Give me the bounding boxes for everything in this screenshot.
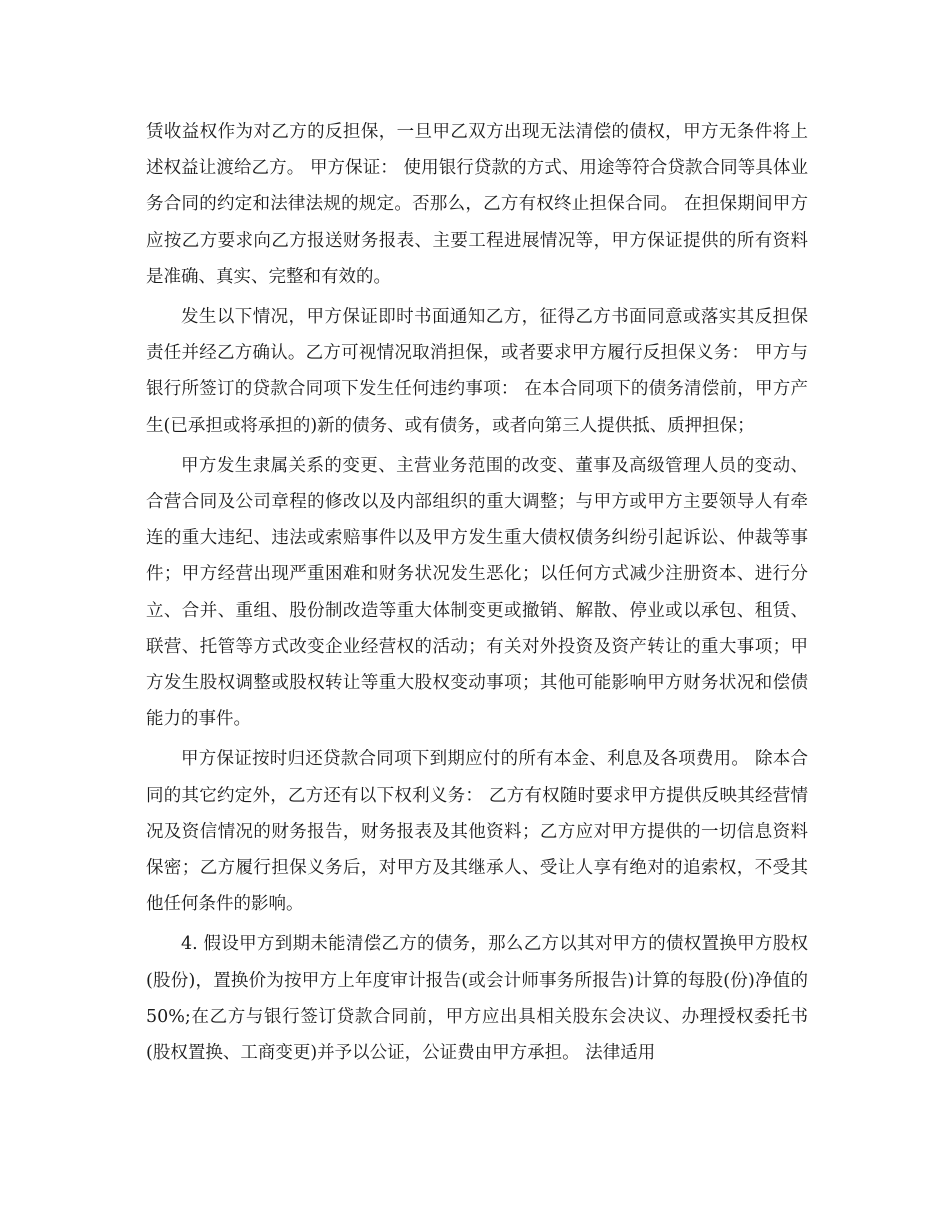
paragraph-4: 甲方保证按时归还贷款合同项下到期应付的所有本金、利息及各项费用。 除本合同的其它约定外，乙方还有以下权利义务： 乙方有权随时要求甲方提供反映其经营情况及资信情况的财务报告，财务报表及其他资料；乙方应对甲方提供的一切信息资料保密；乙方履行担保义务后，对甲方及其继承人、受让人享有绝对的追索权，不受其他任何条件的影响。: [146, 749, 808, 915]
paragraph-2: 发生以下情况，甲方保证即时书面通知乙方，征得乙方书面同意或落实其反担保责任并经乙方确认。乙方可视情况取消担保，或者要求甲方履行反担保义务： 甲方与银行所签订的贷款合同项下发生任何违约事项： 在本合同项下的债务清偿前，甲方产生(已承担或将承担的)新的债务、或有债务，或者向第三人提供抵、质押担保；: [146, 307, 808, 436]
paragraph-5: 4. 假设甲方到期未能清偿乙方的债务，那么乙方以其对甲方的债权置换甲方股权(股份)，置换价为按甲方上年度审计报告(或会计师事务所报告)计算的每股(份)净值的50%;在乙方与银行签订贷款合同前，甲方应出具相关股东会决议、办理授权委托书(股权置换、工商变更)并予以公证，公证费由甲方承担。 法律适用: [146, 934, 808, 1064]
paragraph-3: 甲方发生隶属关系的变更、主营业务范围的改变、董事及高级管理人员的变动、合营合同及公司章程的修改以及内部组织的重大调整；与甲方或甲方主要领导人有牵连的重大违纪、违法或索赔事件以及甲方发生重大债权债务纠纷引起诉讼、仲裁等事件；甲方经营出现严重困难和财务状况发生恶化；以任何方式减少注册资本、进行分立、合并、重组、股份制改造等重大体制变更或撤销、解散、停业或以承包、租赁、联营、托管等方式改变企业经营权的活动；有关对外投资及资产转让的重大事项；甲方发生股权调整或股权转让等重大股权变动事项；其他可能影响甲方财务状况和偿债能力的事件。: [146, 455, 808, 730]
document-body: [146, 114, 808, 1071]
paragraph-1: 赁收益权作为对乙方的反担保，一旦甲乙双方出现无法清偿的债权，甲方无条件将上述权益让渡给乙方。 甲方保证： 使用银行贷款的方式、用途等符合贷款合同等具体业务合同的约定和法律法规的规定。否那么，乙方有权终止担保合同。 在担保期间甲方应按乙方要求向乙方报送财务报表、主要工程进展情况等，甲方保证提供的所有资料是准确、真实、完整和有效的。: [146, 122, 808, 287]
